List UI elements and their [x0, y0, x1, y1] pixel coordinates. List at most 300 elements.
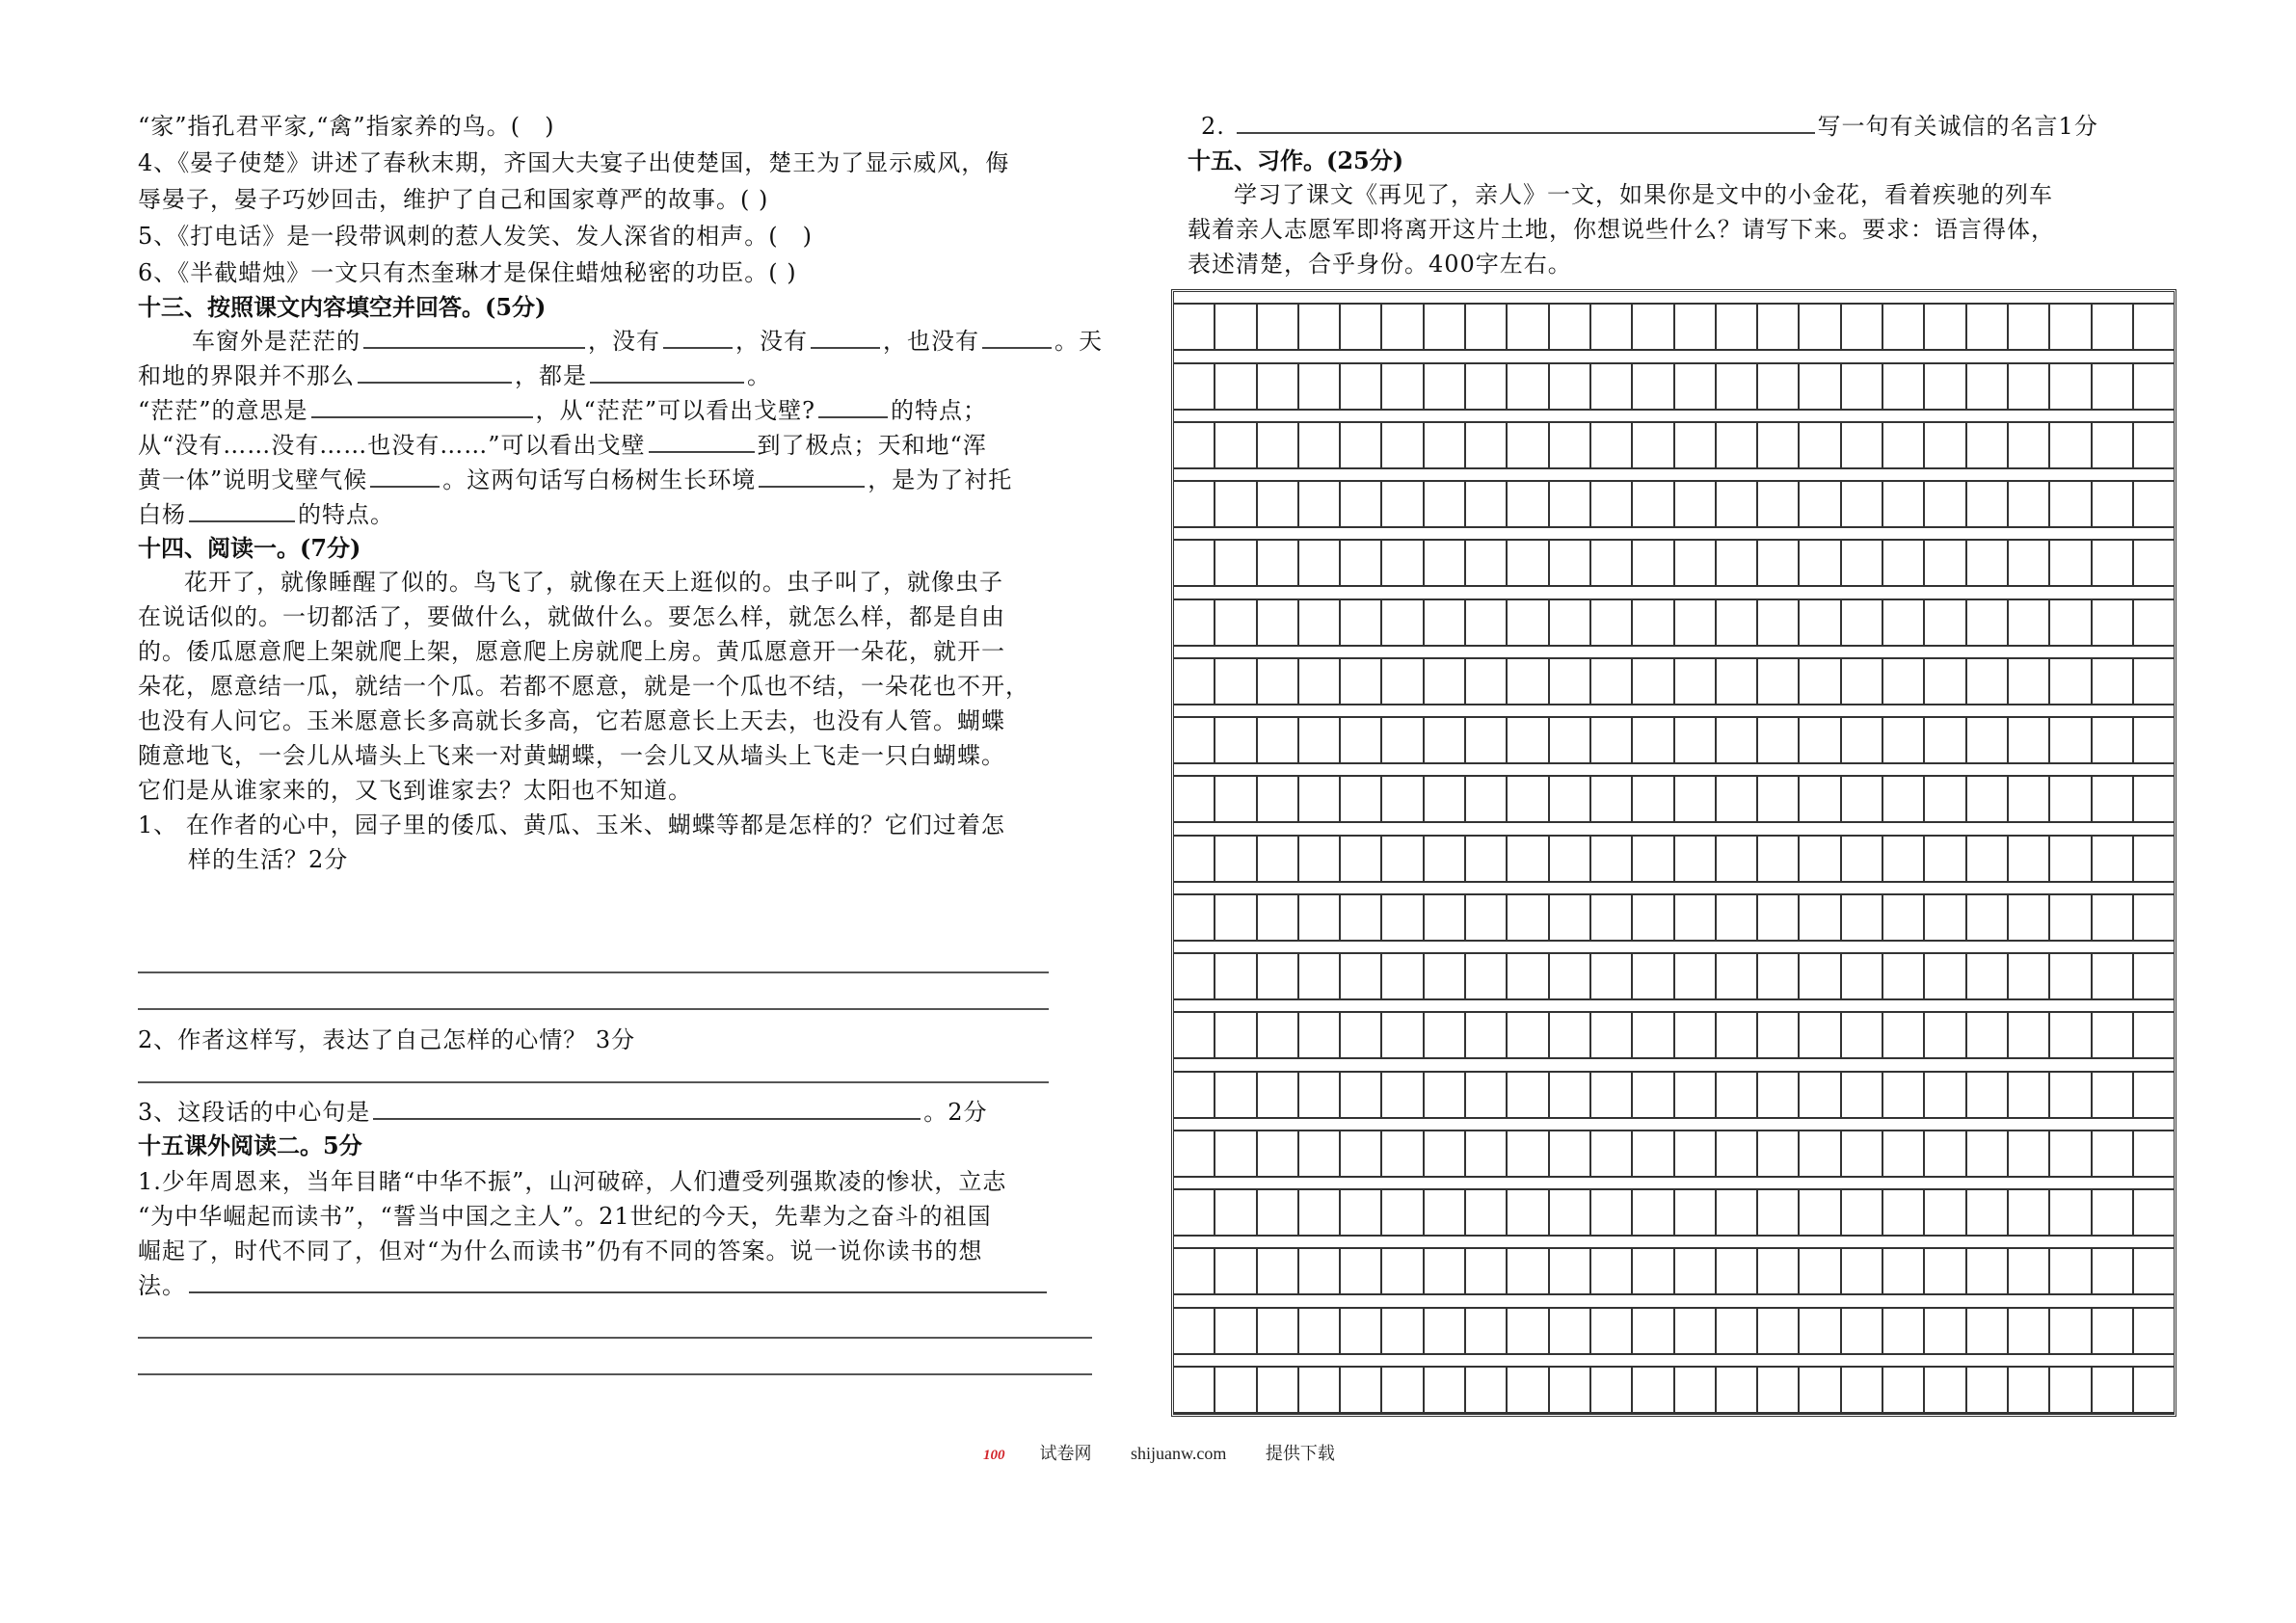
grid-cell[interactable]: [1258, 1190, 1299, 1235]
grid-cell[interactable]: [1382, 659, 1424, 704]
grid-cell[interactable]: [1258, 1073, 1299, 1117]
grid-cell[interactable]: [2050, 954, 2092, 998]
grid-cell[interactable]: [1883, 541, 1925, 585]
grid-cell[interactable]: [1382, 1013, 1424, 1057]
grid-cell[interactable]: [1717, 1368, 1758, 1412]
fill-blank[interactable]: [759, 465, 865, 488]
fill-blank[interactable]: [189, 1270, 1047, 1293]
grid-cell[interactable]: [1925, 1368, 1966, 1412]
grid-cell[interactable]: [1382, 364, 1424, 409]
grid-cell[interactable]: [1925, 541, 1966, 585]
grid-cell[interactable]: [2050, 1073, 2092, 1117]
grid-cell[interactable]: [1258, 837, 1299, 881]
grid-cell[interactable]: [2009, 1131, 2050, 1176]
grid-cell[interactable]: [1925, 895, 1966, 940]
grid-cell[interactable]: [1215, 837, 1257, 881]
grid-cell[interactable]: [1550, 954, 1591, 998]
grid-cell[interactable]: [2050, 541, 2092, 585]
grid-cell[interactable]: [1967, 1013, 2009, 1057]
grid-cell[interactable]: [1591, 895, 1633, 940]
grid-cell[interactable]: [1967, 837, 2009, 881]
grid-cell[interactable]: [1425, 777, 1466, 821]
grid-cell[interactable]: [1633, 1190, 1674, 1235]
grid-cell[interactable]: [1299, 1190, 1341, 1235]
grid-cell[interactable]: [1633, 482, 1674, 526]
grid-cell[interactable]: [2134, 600, 2174, 645]
grid-cell[interactable]: [1758, 718, 1800, 762]
grid-cell[interactable]: [1550, 1073, 1591, 1117]
grid-cell[interactable]: [2050, 659, 2092, 704]
grid-cell[interactable]: [1967, 305, 2009, 349]
grid-cell[interactable]: [1591, 837, 1633, 881]
grid-cell[interactable]: [1633, 837, 1674, 881]
grid-cell[interactable]: [1425, 1131, 1466, 1176]
grid-cell[interactable]: [1215, 1368, 1257, 1412]
grid-cell[interactable]: [1675, 1073, 1717, 1117]
grid-cell[interactable]: [1382, 1249, 1424, 1293]
grid-cell[interactable]: [1967, 1309, 2009, 1353]
grid-cell[interactable]: [2093, 541, 2134, 585]
grid-cell[interactable]: [1174, 659, 1215, 704]
fill-blank[interactable]: [663, 326, 733, 349]
grid-cell[interactable]: [1258, 659, 1299, 704]
grid-cell[interactable]: [1925, 1013, 1966, 1057]
grid-cell[interactable]: [1842, 1073, 1883, 1117]
grid-cell[interactable]: [2050, 777, 2092, 821]
grid-cell[interactable]: [1174, 600, 1215, 645]
grid-cell[interactable]: [1341, 1190, 1382, 1235]
grid-cell[interactable]: [1174, 541, 1215, 585]
grid-cell[interactable]: [1633, 1073, 1674, 1117]
composition-grid[interactable]: [1171, 289, 2176, 1417]
grid-cell[interactable]: [1717, 305, 1758, 349]
grid-cell[interactable]: [1883, 954, 1925, 998]
grid-cell[interactable]: [1967, 1190, 2009, 1235]
grid-cell[interactable]: [1550, 718, 1591, 762]
grid-cell[interactable]: [1758, 1249, 1800, 1293]
grid-cell[interactable]: [1591, 541, 1633, 585]
grid-cell[interactable]: [2009, 1190, 2050, 1235]
grid-cell[interactable]: [1425, 954, 1466, 998]
grid-cell[interactable]: [2050, 1013, 2092, 1057]
grid-cell[interactable]: [1717, 718, 1758, 762]
grid-cell[interactable]: [1925, 777, 1966, 821]
grid-cell[interactable]: [1258, 600, 1299, 645]
grid-cell[interactable]: [1508, 1131, 1549, 1176]
grid-cell[interactable]: [1174, 364, 1215, 409]
grid-cell[interactable]: [1382, 837, 1424, 881]
grid-cell[interactable]: [1299, 541, 1341, 585]
grid-cell[interactable]: [2009, 1249, 2050, 1293]
grid-cell[interactable]: [1215, 541, 1257, 585]
grid-cell[interactable]: [1800, 541, 1841, 585]
grid-cell[interactable]: [1550, 837, 1591, 881]
grid-cell[interactable]: [2050, 1309, 2092, 1353]
grid-cell[interactable]: [1425, 1309, 1466, 1353]
grid-cell[interactable]: [2093, 364, 2134, 409]
grid-cell[interactable]: [1675, 1013, 1717, 1057]
grid-cell[interactable]: [1591, 1368, 1633, 1412]
grid-cell[interactable]: [1883, 1309, 1925, 1353]
grid-cell[interactable]: [1299, 1368, 1341, 1412]
grid-cell[interactable]: [1967, 777, 2009, 821]
grid-cell[interactable]: [2050, 837, 2092, 881]
grid-cell[interactable]: [1382, 482, 1424, 526]
answer-line[interactable]: [138, 1008, 1049, 1010]
grid-cell[interactable]: [2093, 837, 2134, 881]
grid-cell[interactable]: [1508, 954, 1549, 998]
grid-cell[interactable]: [1842, 777, 1883, 821]
grid-cell[interactable]: [1925, 1249, 1966, 1293]
grid-cell[interactable]: [1967, 1368, 2009, 1412]
grid-cell[interactable]: [1800, 423, 1841, 467]
grid-cell[interactable]: [1925, 837, 1966, 881]
grid-cell[interactable]: [1466, 482, 1508, 526]
grid-cell[interactable]: [1466, 1013, 1508, 1057]
grid-cell[interactable]: [1425, 1368, 1466, 1412]
grid-cell[interactable]: [1633, 364, 1674, 409]
grid-cell[interactable]: [1466, 837, 1508, 881]
grid-cell[interactable]: [1925, 482, 1966, 526]
fill-blank[interactable]: [590, 360, 744, 384]
grid-cell[interactable]: [1842, 482, 1883, 526]
grid-cell[interactable]: [1508, 837, 1549, 881]
grid-cell[interactable]: [1258, 1131, 1299, 1176]
grid-cell[interactable]: [1215, 954, 1257, 998]
grid-cell[interactable]: [1341, 895, 1382, 940]
grid-cell[interactable]: [1591, 1013, 1633, 1057]
grid-cell[interactable]: [1800, 364, 1841, 409]
grid-cell[interactable]: [1508, 895, 1549, 940]
grid-cell[interactable]: [1550, 482, 1591, 526]
grid-cell[interactable]: [2009, 541, 2050, 585]
grid-cell[interactable]: [1215, 600, 1257, 645]
grid-cell[interactable]: [1382, 600, 1424, 645]
grid-cell[interactable]: [1675, 1131, 1717, 1176]
grid-cell[interactable]: [1842, 1013, 1883, 1057]
grid-cell[interactable]: [1508, 1013, 1549, 1057]
grid-cell[interactable]: [1675, 541, 1717, 585]
grid-cell[interactable]: [1258, 482, 1299, 526]
grid-cell[interactable]: [1591, 718, 1633, 762]
grid-cell[interactable]: [2093, 305, 2134, 349]
grid-cell[interactable]: [1800, 1073, 1841, 1117]
grid-cell[interactable]: [1633, 1249, 1674, 1293]
grid-cell[interactable]: [1508, 1190, 1549, 1235]
grid-cell[interactable]: [1341, 777, 1382, 821]
grid-cell[interactable]: [1550, 895, 1591, 940]
grid-cell[interactable]: [2009, 777, 2050, 821]
grid-cell[interactable]: [1215, 1073, 1257, 1117]
grid-cell[interactable]: [1215, 1190, 1257, 1235]
grid-cell[interactable]: [1591, 1073, 1633, 1117]
grid-cell[interactable]: [1758, 659, 1800, 704]
grid-cell[interactable]: [1341, 837, 1382, 881]
grid-cell[interactable]: [2050, 305, 2092, 349]
grid-cell[interactable]: [1425, 305, 1466, 349]
grid-cell[interactable]: [1591, 364, 1633, 409]
grid-cell[interactable]: [1258, 718, 1299, 762]
grid-cell[interactable]: [1425, 364, 1466, 409]
grid-cell[interactable]: [1925, 364, 1966, 409]
grid-cell[interactable]: [1341, 659, 1382, 704]
grid-cell[interactable]: [1466, 718, 1508, 762]
grid-cell[interactable]: [1258, 895, 1299, 940]
grid-cell[interactable]: [1925, 305, 1966, 349]
grid-cell[interactable]: [1466, 1190, 1508, 1235]
fill-blank[interactable]: [358, 360, 512, 384]
grid-cell[interactable]: [1800, 1368, 1841, 1412]
grid-cell[interactable]: [2093, 423, 2134, 467]
fill-blank[interactable]: [1237, 111, 1815, 134]
grid-cell[interactable]: [1717, 423, 1758, 467]
grid-cell[interactable]: [1299, 305, 1341, 349]
grid-cell[interactable]: [1466, 364, 1508, 409]
grid-cell[interactable]: [1508, 482, 1549, 526]
grid-cell[interactable]: [1215, 482, 1257, 526]
grid-cell[interactable]: [1925, 718, 1966, 762]
grid-cell[interactable]: [2093, 1013, 2134, 1057]
grid-cell[interactable]: [1382, 541, 1424, 585]
grid-cell[interactable]: [1299, 1013, 1341, 1057]
grid-cell[interactable]: [1925, 1073, 1966, 1117]
grid-cell[interactable]: [1675, 718, 1717, 762]
grid-cell[interactable]: [1591, 1249, 1633, 1293]
grid-cell[interactable]: [1758, 364, 1800, 409]
grid-cell[interactable]: [2050, 1131, 2092, 1176]
grid-cell[interactable]: [1967, 482, 2009, 526]
grid-cell[interactable]: [1842, 364, 1883, 409]
grid-cell[interactable]: [2134, 541, 2174, 585]
grid-cell[interactable]: [1675, 1309, 1717, 1353]
grid-cell[interactable]: [1341, 718, 1382, 762]
grid-cell[interactable]: [1967, 718, 2009, 762]
grid-cell[interactable]: [1883, 895, 1925, 940]
grid-cell[interactable]: [1550, 1131, 1591, 1176]
grid-cell[interactable]: [2009, 718, 2050, 762]
grid-cell[interactable]: [1883, 1073, 1925, 1117]
grid-cell[interactable]: [2134, 1249, 2174, 1293]
grid-cell[interactable]: [1675, 482, 1717, 526]
grid-cell[interactable]: [1758, 423, 1800, 467]
grid-cell[interactable]: [1341, 1073, 1382, 1117]
grid-cell[interactable]: [1925, 1131, 1966, 1176]
grid-cell[interactable]: [1550, 1368, 1591, 1412]
grid-cell[interactable]: [2050, 600, 2092, 645]
grid-cell[interactable]: [1633, 895, 1674, 940]
grid-cell[interactable]: [2009, 1073, 2050, 1117]
grid-cell[interactable]: [1341, 954, 1382, 998]
grid-cell[interactable]: [1633, 423, 1674, 467]
grid-cell[interactable]: [2093, 954, 2134, 998]
grid-cell[interactable]: [1842, 895, 1883, 940]
grid-cell[interactable]: [1382, 777, 1424, 821]
grid-cell[interactable]: [1925, 954, 1966, 998]
grid-cell[interactable]: [1800, 1309, 1841, 1353]
grid-cell[interactable]: [1382, 1309, 1424, 1353]
grid-cell[interactable]: [2134, 1013, 2174, 1057]
grid-cell[interactable]: [2050, 895, 2092, 940]
grid-cell[interactable]: [1591, 305, 1633, 349]
grid-cell[interactable]: [1174, 423, 1215, 467]
grid-cell[interactable]: [1883, 718, 1925, 762]
grid-cell[interactable]: [1842, 954, 1883, 998]
grid-cell[interactable]: [1174, 718, 1215, 762]
grid-cell[interactable]: [2050, 1190, 2092, 1235]
grid-cell[interactable]: [1299, 718, 1341, 762]
grid-cell[interactable]: [1633, 718, 1674, 762]
grid-cell[interactable]: [1925, 1309, 1966, 1353]
grid-cell[interactable]: [1508, 1249, 1549, 1293]
grid-cell[interactable]: [1591, 1131, 1633, 1176]
grid-cell[interactable]: [1717, 600, 1758, 645]
grid-cell[interactable]: [1967, 423, 2009, 467]
grid-cell[interactable]: [1382, 1073, 1424, 1117]
grid-cell[interactable]: [1299, 1249, 1341, 1293]
grid-cell[interactable]: [1550, 659, 1591, 704]
grid-cell[interactable]: [1883, 777, 1925, 821]
grid-cell[interactable]: [1967, 600, 2009, 645]
grid-cell[interactable]: [1174, 954, 1215, 998]
grid-cell[interactable]: [2093, 1073, 2134, 1117]
grid-cell[interactable]: [1425, 1190, 1466, 1235]
grid-cell[interactable]: [1675, 777, 1717, 821]
grid-cell[interactable]: [1800, 895, 1841, 940]
grid-cell[interactable]: [1299, 1309, 1341, 1353]
grid-cell[interactable]: [1382, 305, 1424, 349]
grid-cell[interactable]: [1675, 954, 1717, 998]
grid-cell[interactable]: [1967, 1249, 2009, 1293]
grid-cell[interactable]: [1466, 305, 1508, 349]
grid-cell[interactable]: [1215, 305, 1257, 349]
grid-cell[interactable]: [1883, 364, 1925, 409]
grid-cell[interactable]: [1758, 777, 1800, 821]
grid-cell[interactable]: [2009, 659, 2050, 704]
grid-cell[interactable]: [1299, 364, 1341, 409]
grid-cell[interactable]: [1425, 1013, 1466, 1057]
grid-cell[interactable]: [1215, 718, 1257, 762]
grid-cell[interactable]: [1382, 954, 1424, 998]
grid-cell[interactable]: [2009, 1013, 2050, 1057]
grid-cell[interactable]: [1842, 305, 1883, 349]
grid-cell[interactable]: [1758, 1368, 1800, 1412]
grid-cell[interactable]: [1508, 1309, 1549, 1353]
grid-cell[interactable]: [1382, 895, 1424, 940]
grid-cell[interactable]: [1341, 305, 1382, 349]
grid-cell[interactable]: [1800, 954, 1841, 998]
grid-cell[interactable]: [1466, 895, 1508, 940]
grid-cell[interactable]: [1550, 541, 1591, 585]
grid-cell[interactable]: [1382, 423, 1424, 467]
grid-cell[interactable]: [1675, 600, 1717, 645]
grid-cell[interactable]: [2093, 895, 2134, 940]
grid-cell[interactable]: [2009, 600, 2050, 645]
grid-cell[interactable]: [1425, 718, 1466, 762]
grid-cell[interactable]: [1508, 364, 1549, 409]
grid-cell[interactable]: [1758, 954, 1800, 998]
grid-cell[interactable]: [1550, 600, 1591, 645]
grid-cell[interactable]: [1215, 1249, 1257, 1293]
grid-cell[interactable]: [1675, 659, 1717, 704]
grid-cell[interactable]: [1299, 895, 1341, 940]
grid-cell[interactable]: [1174, 1368, 1215, 1412]
grid-cell[interactable]: [1341, 1249, 1382, 1293]
grid-cell[interactable]: [1883, 600, 1925, 645]
grid-cell[interactable]: [2093, 600, 2134, 645]
grid-cell[interactable]: [1842, 837, 1883, 881]
site-domain[interactable]: shijuanw.com: [1131, 1444, 1227, 1463]
grid-cell[interactable]: [1967, 1073, 2009, 1117]
grid-cell[interactable]: [2050, 423, 2092, 467]
grid-cell[interactable]: [1341, 1309, 1382, 1353]
grid-cell[interactable]: [1550, 305, 1591, 349]
grid-cell[interactable]: [1382, 1131, 1424, 1176]
grid-cell[interactable]: [2134, 1073, 2174, 1117]
grid-cell[interactable]: [1299, 954, 1341, 998]
grid-cell[interactable]: [1758, 1013, 1800, 1057]
grid-cell[interactable]: [1883, 659, 1925, 704]
grid-cell[interactable]: [1842, 659, 1883, 704]
grid-cell[interactable]: [1842, 423, 1883, 467]
grid-cell[interactable]: [1174, 1013, 1215, 1057]
grid-cell[interactable]: [1341, 1368, 1382, 1412]
grid-cell[interactable]: [1258, 954, 1299, 998]
grid-cell[interactable]: [1508, 777, 1549, 821]
grid-cell[interactable]: [1633, 954, 1674, 998]
grid-cell[interactable]: [1800, 1249, 1841, 1293]
fill-blank[interactable]: [818, 395, 888, 418]
grid-cell[interactable]: [2134, 659, 2174, 704]
grid-cell[interactable]: [1758, 600, 1800, 645]
grid-cell[interactable]: [1341, 1131, 1382, 1176]
grid-cell[interactable]: [2050, 718, 2092, 762]
fill-blank[interactable]: [649, 430, 755, 453]
grid-cell[interactable]: [1550, 423, 1591, 467]
grid-cell[interactable]: [1883, 1368, 1925, 1412]
grid-cell[interactable]: [2093, 482, 2134, 526]
grid-cell[interactable]: [1717, 541, 1758, 585]
grid-cell[interactable]: [1967, 659, 2009, 704]
grid-cell[interactable]: [1967, 954, 2009, 998]
grid-cell[interactable]: [1967, 364, 2009, 409]
grid-cell[interactable]: [1717, 1249, 1758, 1293]
grid-cell[interactable]: [2093, 1309, 2134, 1353]
fill-blank[interactable]: [811, 326, 880, 349]
grid-cell[interactable]: [1550, 1309, 1591, 1353]
grid-cell[interactable]: [2134, 423, 2174, 467]
grid-cell[interactable]: [1550, 364, 1591, 409]
grid-cell[interactable]: [1758, 1190, 1800, 1235]
grid-cell[interactable]: [1174, 1309, 1215, 1353]
grid-cell[interactable]: [1466, 1131, 1508, 1176]
grid-cell[interactable]: [1425, 837, 1466, 881]
grid-cell[interactable]: [1717, 1131, 1758, 1176]
grid-cell[interactable]: [1842, 1190, 1883, 1235]
grid-cell[interactable]: [1717, 954, 1758, 998]
grid-cell[interactable]: [1717, 1190, 1758, 1235]
grid-cell[interactable]: [2009, 423, 2050, 467]
grid-cell[interactable]: [1550, 1190, 1591, 1235]
grid-cell[interactable]: [2093, 1131, 2134, 1176]
grid-cell[interactable]: [2050, 482, 2092, 526]
grid-cell[interactable]: [1258, 364, 1299, 409]
grid-cell[interactable]: [1550, 1013, 1591, 1057]
grid-cell[interactable]: [1299, 837, 1341, 881]
grid-cell[interactable]: [1341, 541, 1382, 585]
grid-cell[interactable]: [1466, 777, 1508, 821]
grid-cell[interactable]: [1508, 659, 1549, 704]
grid-cell[interactable]: [2134, 1190, 2174, 1235]
